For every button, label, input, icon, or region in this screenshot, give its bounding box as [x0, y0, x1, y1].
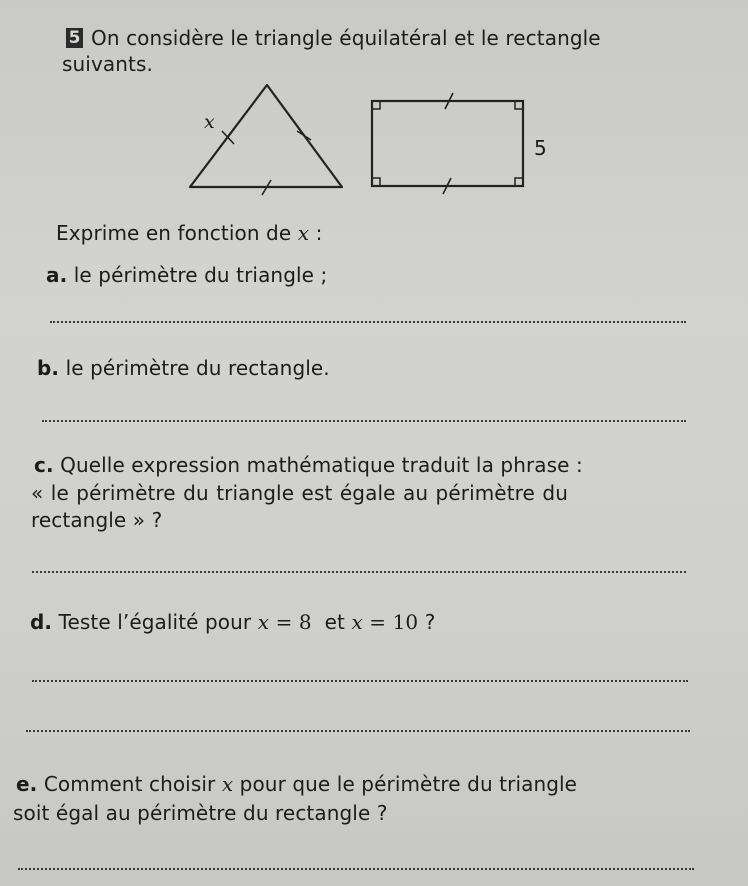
instruction-variable: x: [297, 221, 310, 245]
exercise-intro-line-2: suivants.: [62, 52, 153, 76]
question-d: [30, 609, 435, 635]
question-e-text-1a: Comment choisir: [37, 772, 222, 796]
question-b-letter: b.: [37, 356, 60, 380]
question-b: [37, 355, 330, 381]
rectangle-side-label: 5: [534, 136, 547, 160]
exercise-number-badge: 5: [66, 28, 83, 48]
answer-line-b[interactable]: [42, 420, 686, 422]
question-d-end: ?: [418, 610, 436, 634]
rectangle-figure: [372, 93, 547, 194]
question-b-text: le périmètre du rectangle.: [59, 356, 330, 380]
question-d-text: Teste l’égalité pour: [52, 610, 258, 634]
question-d-eq2-variable: x: [351, 610, 363, 634]
exercise-intro-line-1: On considère le triangle équilatéral et le rectangle: [91, 26, 601, 50]
question-e-letter: e.: [16, 772, 38, 796]
answer-line-c[interactable]: [32, 571, 686, 573]
question-e-line-1: [16, 771, 577, 797]
question-e-variable: x: [221, 772, 234, 796]
question-d-eq2-value: = 10: [362, 610, 419, 634]
question-d-eq1-variable: x: [257, 610, 270, 634]
right-angle-bottom-left: [372, 178, 380, 186]
question-c-line-2: « le périmètre du triangle est égale au périmètre du: [31, 481, 568, 505]
question-a-text: le périmètre du triangle ;: [67, 263, 328, 287]
question-c-text-1: Quelle expression mathématique traduit la phrase :: [53, 453, 583, 477]
answer-line-d-1[interactable]: [32, 680, 688, 682]
triangle-side-label: x: [204, 111, 215, 133]
question-a: [46, 262, 327, 288]
instruction-line: [56, 220, 322, 246]
right-angle-bottom-right: [515, 178, 523, 186]
answer-line-e[interactable]: [18, 868, 694, 870]
answer-line-d-2[interactable]: [26, 730, 690, 732]
equilateral-triangle: [190, 85, 342, 195]
question-d-connector: et: [311, 610, 352, 634]
question-a-letter: a.: [46, 263, 68, 287]
question-d-letter: d.: [30, 610, 53, 634]
question-c-letter: c.: [34, 453, 54, 477]
right-angle-top-right: [515, 101, 523, 109]
question-c-line-3: rectangle » ?: [31, 508, 163, 532]
right-angle-top-left: [372, 101, 380, 109]
question-e-text-1b: pour que le périmètre du triangle: [233, 772, 578, 796]
question-e-line-2: soit égal au périmètre du rectangle ?: [13, 801, 388, 825]
question-d-eq1-value: = 8: [269, 610, 312, 634]
triangle-right-tick: [297, 131, 311, 140]
figures: [0, 0, 748, 210]
question-c-line-1: [34, 452, 583, 478]
instruction-suffix: :: [309, 221, 323, 245]
instruction-text: Exprime en fonction de: [56, 221, 298, 245]
answer-line-a[interactable]: [50, 321, 686, 323]
